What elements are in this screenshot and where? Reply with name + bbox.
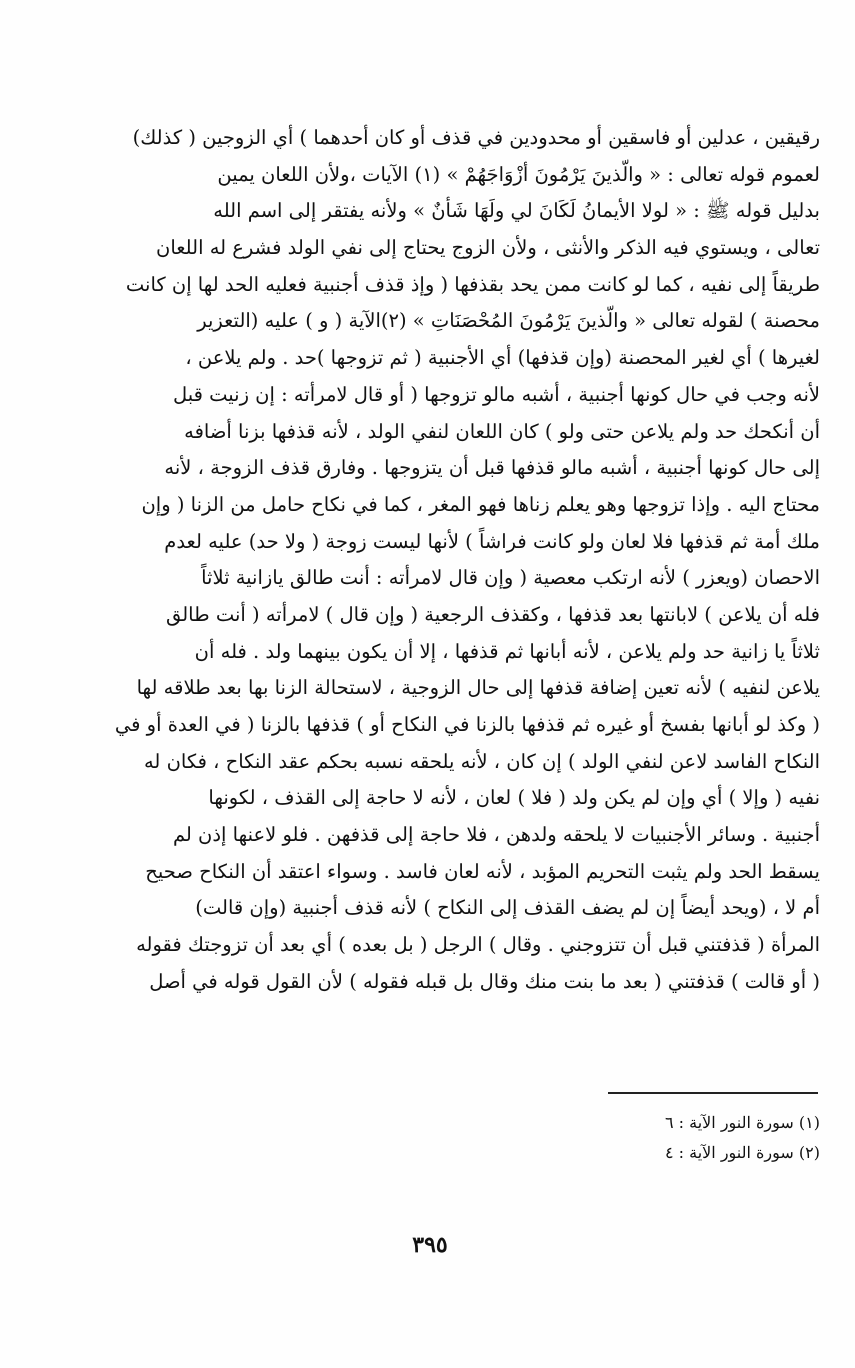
text-line: ثلاثاً يا زانية حد ولم يلاعن ، لأنه أبانها ثم قذفها ، إلا أن يكون بينهما ولد . فله أن — [194, 639, 820, 663]
text-line: ( أو قالت ) قذفتني ( بعد ما بنت منك وقال بل قبله فقوله ) لأن القول قوله في أصل — [149, 969, 820, 993]
text-line: لغيرها ) أي لغير المحصنة (وإن قذفها) أي الأجنبية ( ثم تزوجها )حد . ولم يلاعن ، — [185, 346, 820, 370]
text-line: طريقاً إلى نفيه ، كما لو كانت ممن يحد بقذفها ( وإذ قذف أجنبية فعليه الحد لها إن كانت — [125, 272, 820, 296]
text-line: أجنبية . وسائر الأجنبيات لا يلحقه ولدهن ، فلا حاجة إلى قذفهن . فلو لاعنها إذن لم — [172, 823, 820, 847]
text-line: الاحصان (ويعزر ) لأنه ارتكب معصية ( وإن قال لامرأته : أنت طالق يازانية ثلاثاً — [201, 566, 820, 590]
footnote-separator — [608, 1092, 818, 1094]
text-line: رقيقين ، عدلين أو فاسقين أو محدودين في قذف أو كان أحدهما ) أي الزوجين ( كذلك) — [132, 126, 820, 149]
text-line: يسقط الحد ولم يثبت التحريم المؤبد ، لأنه لعان فاسد . وسواء اعتقد أن النكاح صحيح — [145, 859, 820, 883]
text-line: ( وكذ لو أبانها بفسخ أو غيره ثم قذفها بالزنا في النكاح أو ) قذفها بالزنا ( في العدة أو في — [114, 713, 820, 736]
text-line: نفيه ( وإلا ) أي وإن لم يكن ولد ( فلا ) لعان ، لأنه لا حاجة إلى القذف ، لكونها — [208, 786, 820, 810]
text-line: لعموم قوله تعالى : « والّذينَ يَرْمُونَ أزْوَاجَهُمْ » (١) الآيات ،ولأن اللعان يمين — [217, 162, 820, 186]
text-line: المرأة ( قذفتني قبل أن تتزوجني . وقال ) الرجل ( بل بعده ) أي بعد أن تزوجتك فقوله — [136, 933, 820, 957]
text-line: إلى حال كونها أجنبية ، أشبه مالو قذفها قبل أن يتزوجها . وفارق قذف الزوجة ، لأنه — [164, 456, 820, 480]
text-line: ملك أمة ثم قذفها فلا لعان ولو كانت فراشاً ) لأنها ليست زوجة ( ولا حد) عليه لعدم — [164, 529, 820, 553]
page-number: ٣٩٥ — [412, 1232, 448, 1258]
text-line: محصنة ) لقوله تعالى « والّذينَ يَرْمُونَ المُحْصَنَاتِ » (٢)الآية ( و ) عليه (التعزير — [197, 309, 820, 333]
text-line: أن أنكحك حد ولم يلاعن حتى ولو ) كان اللعان لنفي الولد ، لأنه قذفها بزنا أضافه — [184, 419, 820, 443]
footnotes — [520, 1108, 820, 1168]
text-line: يلاعن لنفيه ) لأنه تعين إضافة قذفها إلى حال الزوجية ، لاستحالة الزنا بها بعد طلاقه لها — [136, 676, 820, 700]
text-line: بدليل قوله ﷺ : « لولا الأيمانُ لَكَانَ لي ولَهَا شَأنٌ » ولأنه يفتقر إلى اسم الله — [213, 199, 820, 223]
footnote-1: (١) سورة النور الآية : ٦ — [664, 1113, 820, 1132]
text-line: فله أن يلاعن ) لابانتها بعد قذفها ، وكقذف الرجعية ( وإن قال ) لامرأته ( أنت طالق — [165, 602, 820, 626]
footnote-2: (٢) سورة النور الآية : ٤ — [664, 1143, 820, 1162]
text-line: لأنه وجب في حال كونها أجنبية ، أشبه مالو تزوجها ( أو قال لامرأته : إن زنيت قبل — [172, 382, 820, 406]
text-line: تعالى ، ويستوي فيه الذكر والأنثى ، ولأن الزوج يحتاج إلى نفي الولد فشرع له اللعان — [156, 236, 820, 260]
text-line: محتاج اليه . وإذا تزوجها وهو يعلم زناها فهو المغر ، كما في نكاح حامل من الزنا ( وإن — [141, 492, 820, 516]
text-line: أم لا ، (ويحد أيضاً إن لم يضف القذف إلى النكاح ) لأنه قذف أجنبية (وإن قالت) — [195, 896, 820, 920]
main-text-block — [60, 120, 820, 1001]
text-line: النكاح الفاسد لاعن لنفي الولد ) إن كان ، لأنه يلحقه نسبه بحكم عقد النكاح ، فكان له — [143, 749, 820, 773]
